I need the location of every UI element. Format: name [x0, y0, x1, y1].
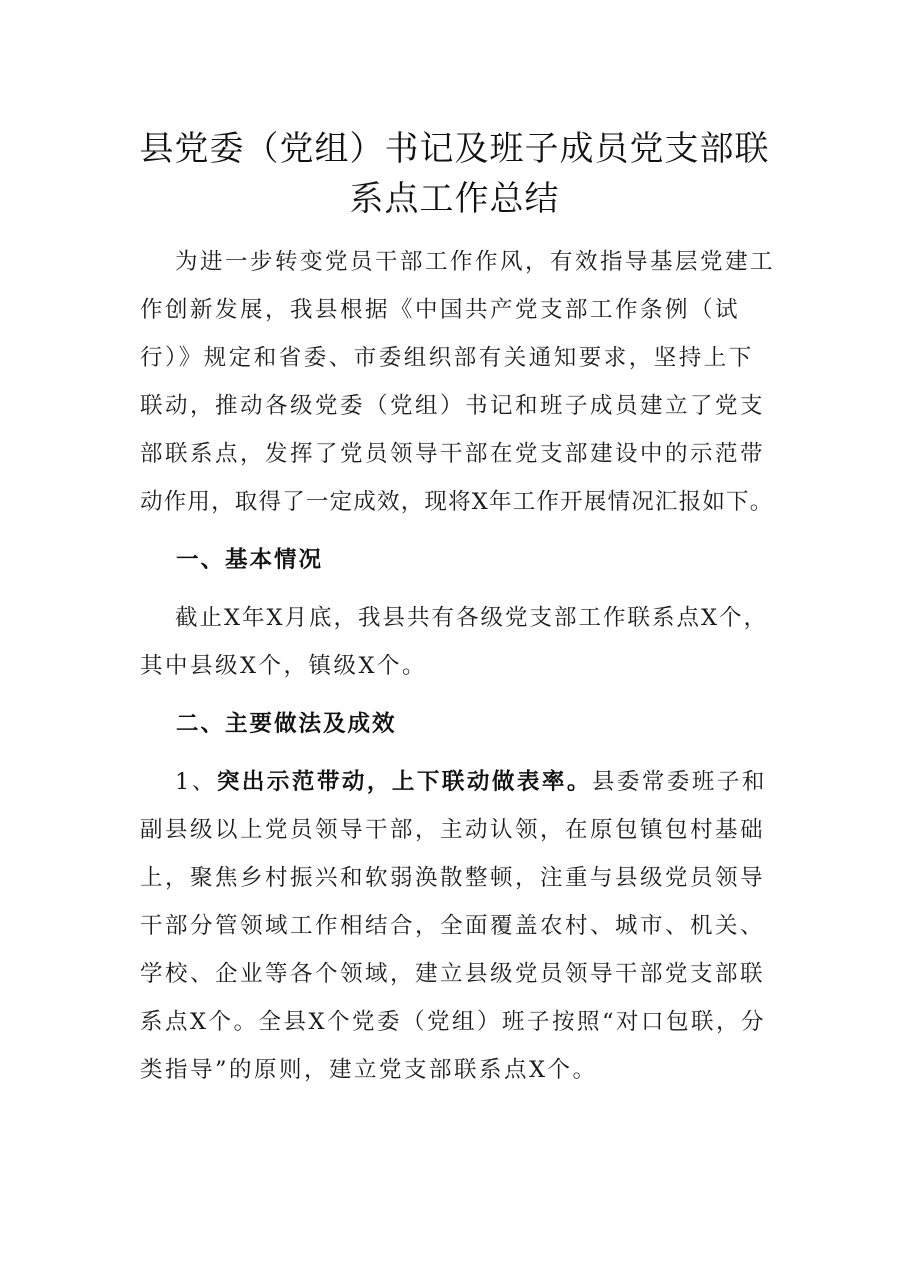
section1-line: 其中县级X个，镇级X个。 — [140, 653, 428, 679]
intro-line: 部联系点，发挥了党员领导干部在党支部建设中的示范带 — [140, 441, 766, 467]
item1-first-line-rest: 县委常委班子和 — [591, 769, 767, 795]
intro-line: 作创新发展，我县根据《中国共产党支部工作条例（试 — [140, 297, 741, 323]
item1-lead: 突出示范带动，上下联动做表率。 — [216, 769, 592, 795]
document-title — [0, 124, 909, 224]
intro-line: 行）》规定和省委、市委组织部有关通知要求，坚持上下 — [140, 345, 754, 371]
intro-line: 联动，推动各级党委（党组）书记和班子成员建立了党支 — [140, 393, 766, 419]
section1-paragraph — [140, 594, 780, 690]
item1-paragraph — [140, 758, 780, 1094]
section1-line: 截止X年X月底，我县共有各级党支部工作联系点X个， — [175, 605, 769, 631]
item1-line: 学校、企业等各个领域，建立县级党员领导干部党支部联 — [140, 961, 766, 987]
item1-line: 类指导”的原则，建立党支部联系点X个。 — [140, 1057, 598, 1083]
item1-line: 系点X个。全县X个党委（党组）班子按照“对口包联，分 — [140, 1009, 767, 1035]
item1-number: 1、 — [175, 769, 217, 795]
title-line-2: 系点工作总结 — [349, 179, 560, 219]
title-line-1: 县党委（党组）书记及班子成员党支部联 — [139, 129, 770, 169]
intro-line: 动作用，取得了一定成效，现将X年工作开展情况汇报如下。 — [140, 489, 774, 515]
intro-line: 为进一步转变党员干部工作作风，有效指导基层党建工 — [175, 249, 776, 275]
item1-first-line — [140, 758, 780, 806]
section-heading-practices: 二、主要做法及成效 — [176, 711, 397, 737]
section-heading-basic: 一、基本情况 — [176, 547, 324, 573]
item1-line: 干部分管领域工作相结合，全面覆盖农村、城市、机关、 — [140, 913, 766, 939]
item1-line: 上，聚焦乡村振兴和软弱涣散整顿，注重与县级党员领导 — [140, 865, 766, 891]
intro-paragraph — [140, 238, 780, 526]
item1-line: 副县级以上党员领导干部，主动认领，在原包镇包村基础 — [140, 817, 766, 843]
